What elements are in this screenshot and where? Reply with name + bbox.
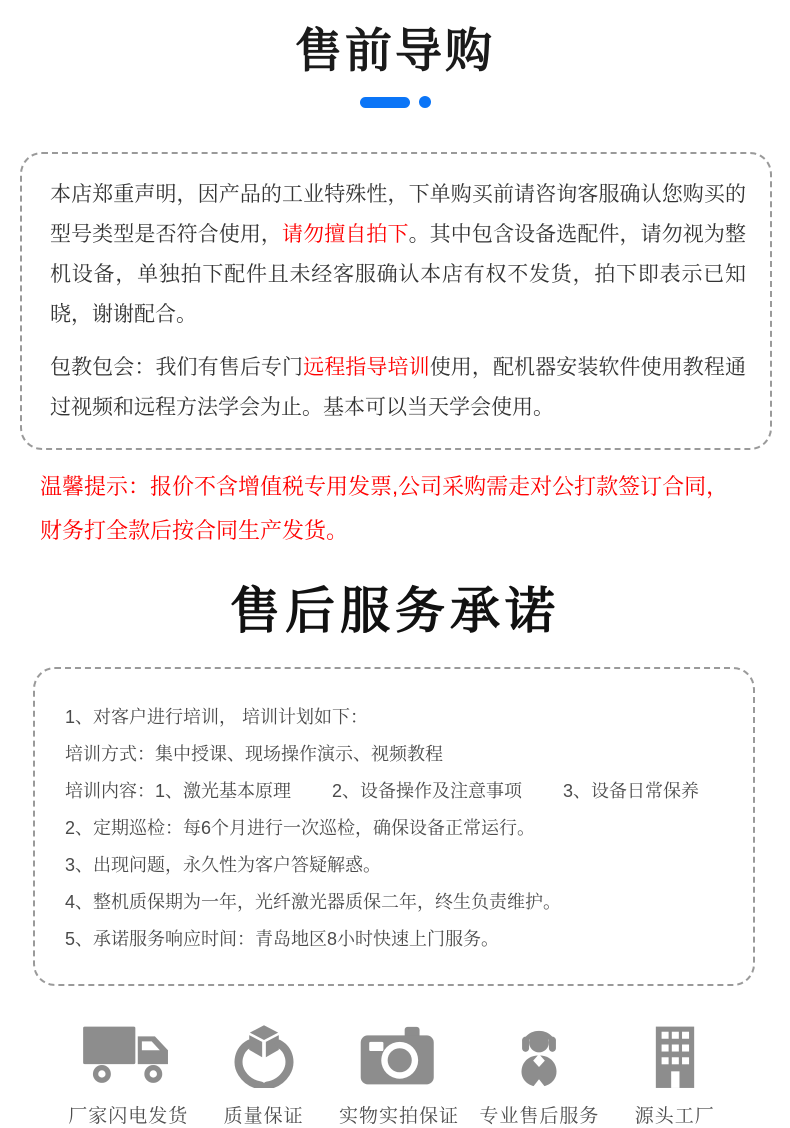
badge-aftersale-service [479, 1024, 599, 1128]
presale-section-title: 售前导购 [295, 24, 495, 77]
aftersale-section-title: 售后服务承诺 [230, 583, 560, 639]
promise-item: 2、定期巡检：每6个月进行一次巡检，确保设备正常运行。 [65, 818, 536, 838]
promise-item: 5、承诺服务响应时间：青岛地区8小时快速上门服务。 [65, 929, 500, 949]
promise-item: 4、整机质保期为一年，光纤激光器质保二年，终生负责维护。 [65, 892, 562, 912]
store-declaration-paragraph [50, 175, 746, 335]
underline-dot [419, 96, 431, 108]
training-red-segment: 远程指导培训 [303, 356, 430, 379]
training-text-segment: 使用，配机器安装软件使用教程通过视频和远程方法学会为止。基本可以当天学会使用。 [50, 356, 746, 419]
promise-item: 培训内容：1、激光基本原理 2、设备操作及注意事项 3、设备日常保养 [65, 781, 700, 801]
quality-hands-icon [233, 1024, 295, 1088]
badge-quality-guarantee [209, 1024, 319, 1128]
training-promise-paragraph [50, 348, 746, 428]
promise-item: 3、出现问题，永久性为客户答疑解惑。 [65, 855, 382, 875]
badge-label: 实物实拍保证 [338, 1106, 459, 1127]
aftersale-promise-box [33, 667, 755, 986]
badge-label: 专业售后服务 [479, 1106, 600, 1127]
presale-notice-box [20, 152, 772, 450]
warm-tip-notice: 温馨提示：报价不含增值税专用发票,公司采购需走对公打款签订合同，财务打全款后按合同生产发货。 [40, 474, 729, 543]
badge-fast-shipping [68, 1024, 188, 1128]
badge-source-factory [620, 1024, 730, 1128]
underline-bar [360, 97, 410, 108]
declaration-text-segment: 。其中包含设备选配件，请勿视为整机设备，单独拍下配件且未经客服确认本店有权不发货，拍下即表示已知晓，谢谢配合。 [50, 223, 746, 326]
promise-item: 1、对客户进行培训， 培训计划如下： [65, 707, 369, 727]
title-underline-decoration [0, 96, 790, 108]
training-text-segment: 包教包会：我们有售后专门 [50, 356, 304, 379]
declaration-red-warning-segment: 请勿擅自拍下 [282, 223, 409, 246]
camera-icon [360, 1024, 438, 1088]
badge-label: 厂家闪电发货 [68, 1106, 189, 1127]
truck-icon [76, 1024, 180, 1088]
headset-service-icon [512, 1024, 566, 1088]
declaration-text-segment: 本店郑重声明，因产品的工业特殊性，下单购买前请咨询客服确认您购买的型号类型是否符合使用， [50, 183, 746, 246]
promise-item: 培训方式：集中授课、现场操作演示、视频教程 [65, 744, 443, 764]
factory-building-icon [652, 1024, 698, 1088]
service-badges-row [58, 1024, 740, 1128]
badge-label: 源头工厂 [634, 1106, 715, 1127]
badge-real-photo [339, 1024, 459, 1128]
badge-label: 质量保证 [223, 1106, 304, 1127]
